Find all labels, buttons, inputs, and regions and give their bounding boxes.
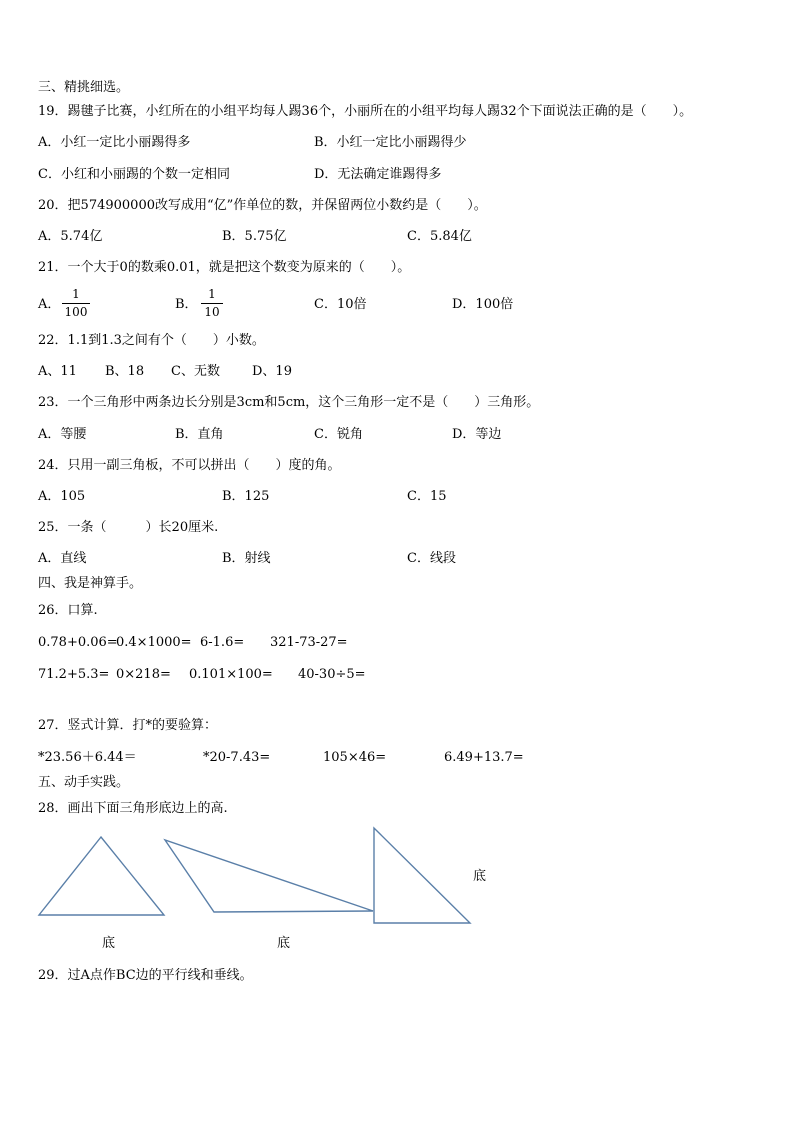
triangle-1 (39, 837, 164, 915)
base-label-2: 底 (277, 936, 291, 951)
q20-option-c: C．5.84亿 (407, 229, 472, 244)
base-label-3: 底 (473, 869, 487, 884)
question-26: 26．口算. (38, 603, 98, 618)
q24-option-a: A．105 (38, 489, 86, 504)
base-label-1: 底 (102, 936, 116, 951)
q19-option-d: D．无法确定谁踢得多 (314, 167, 442, 182)
q25-option-b: B．射线 (222, 551, 271, 566)
q27-item: 105×46= (323, 750, 387, 765)
q21-b-numerator: 1 (208, 287, 216, 301)
section-3-title: 三、精挑细选。 (38, 80, 130, 95)
q26-item: 71.2+5.3= (38, 667, 110, 682)
section-4-title: 四、我是神算手。 (38, 576, 143, 591)
q26-item: 321-73-27= (270, 635, 348, 650)
q26-item: 0×218= (116, 667, 171, 682)
q21-a-numerator: 1 (72, 287, 80, 301)
q24-option-c: C．15 (407, 489, 447, 504)
question-28: 28．画出下面三角形底边上的高. (38, 801, 228, 816)
q26-item: 0.4×1000= (116, 635, 192, 650)
triangle-2 (165, 840, 373, 912)
q23-option-d: D．等边 (452, 427, 502, 442)
q21-a-denominator: 100 (64, 305, 88, 319)
q26-item: 0.101×100= (189, 667, 273, 682)
q22-option-c: C、无数 (171, 364, 220, 379)
q26-item: 40-30÷5= (298, 667, 366, 682)
section-5-title: 五、动手实践。 (38, 775, 130, 790)
q24-option-b: B．125 (222, 489, 270, 504)
q26-item: 0.78+0.06= (38, 635, 118, 650)
question-27: 27．竖式计算．打*的要验算： (38, 718, 218, 733)
q23-option-a: A．等腰 (38, 427, 87, 442)
q21-option-d: D．100倍 (452, 297, 514, 312)
q22-option-a: A、11 (38, 364, 77, 379)
triangle-3 (374, 828, 470, 923)
q20-option-a: A．5.74亿 (38, 229, 103, 244)
question-22: 22．1.1到1.3之间有个（ ）小数。 (38, 333, 265, 348)
q27-item: 6.49+13.7= (444, 750, 524, 765)
question-19: 19．踢毽子比赛，小红所在的小组平均每人踢36个，小丽所在的小组平均每人踢32个下面说法正确的是（ ）。 (38, 104, 693, 119)
q27-item: *20-7.43= (203, 750, 271, 765)
question-29: 29．过A点作BC边的平行线和垂线。 (38, 968, 253, 983)
q19-option-a: A．小红一定比小丽踢得多 (38, 135, 191, 150)
q21-option-c: C．10倍 (314, 297, 367, 312)
question-23: 23．一个三角形中两条边长分别是3cm和5cm，这个三角形一定不是（ ）三角形。 (38, 395, 540, 410)
q25-option-c: C．线段 (407, 551, 456, 566)
q21-option-a-label: A． (38, 297, 61, 312)
q22-option-d: D、19 (252, 364, 292, 379)
q27-item: *23.56＋6.44＝ (38, 750, 137, 765)
question-20: 20．把574900000改写成用“亿”作单位的数，并保留两位小数约是（ ）。 (38, 198, 487, 213)
q21-b-denominator: 10 (204, 305, 220, 319)
q25-option-a: A．直线 (38, 551, 87, 566)
q21-option-b-label: B． (175, 297, 198, 312)
question-21: 21．一个大于0的数乘0.01，就是把这个数变为原来的（ ）。 (38, 260, 411, 275)
q19-option-c: C．小红和小丽踢的个数一定相同 (38, 167, 230, 182)
question-25: 25．一条（ ）长20厘米. (38, 520, 219, 535)
q23-option-b: B．直角 (175, 427, 224, 442)
q20-option-b: B．5.75亿 (222, 229, 287, 244)
q19-option-b: B．小红一定比小丽踢得少 (314, 135, 467, 150)
question-24: 24．只用一副三角板，不可以拼出（ ）度的角。 (38, 458, 341, 473)
q22-option-b: B、18 (105, 364, 145, 379)
q23-option-c: C．锐角 (314, 427, 363, 442)
q26-item: 6-1.6= (200, 635, 245, 650)
